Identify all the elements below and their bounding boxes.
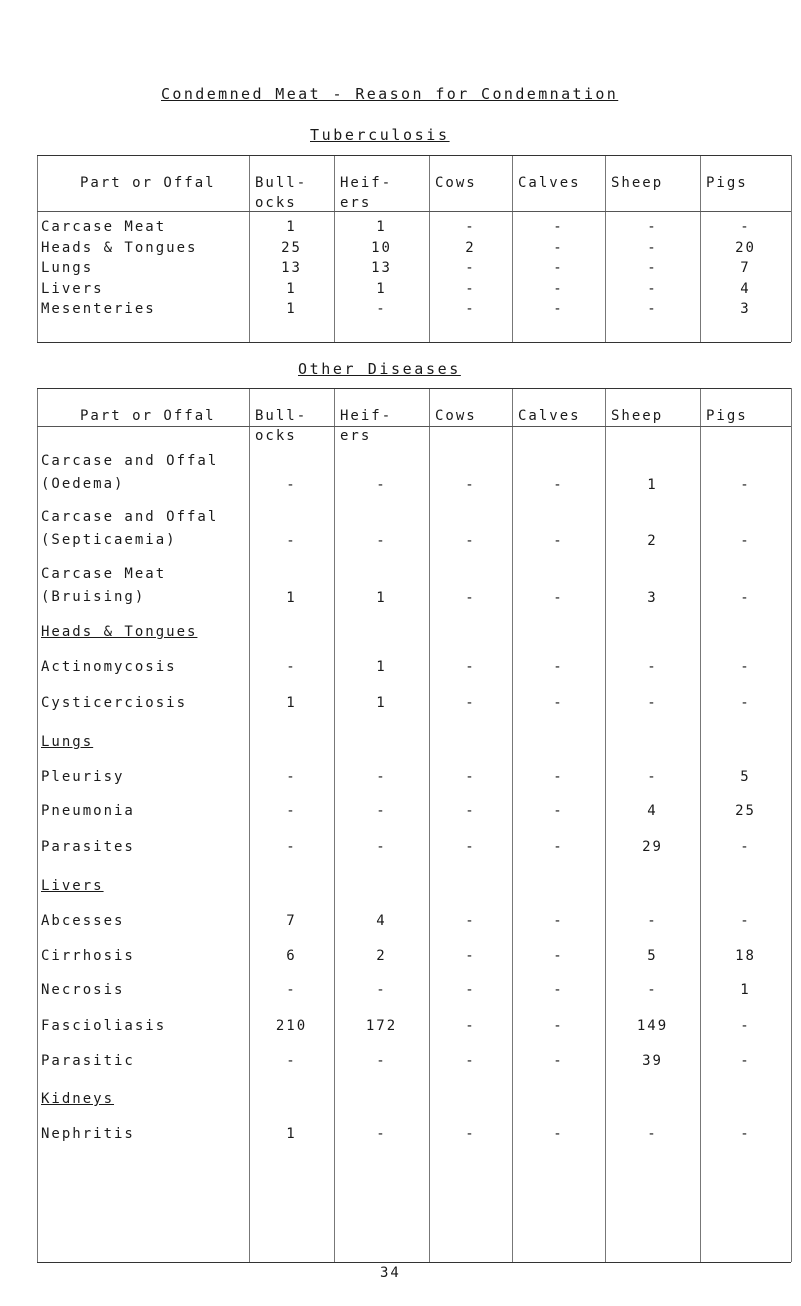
cell-calves: - [553,695,564,711]
cell-pigs: 7 [740,260,751,276]
tuberculosis-table [37,155,791,342]
cell-bullocks: 13 [281,260,302,276]
cell-calves: - [553,240,564,256]
cell-sheep: 3 [647,590,658,606]
cell-bullocks: - [286,477,297,493]
cell-bullocks: - [286,839,297,855]
cell-calves: - [553,301,564,317]
cell-cows: - [465,948,476,964]
cell-pigs: - [740,533,751,549]
table-top-rule [37,388,791,389]
cell-bullocks: 210 [275,1018,308,1034]
cell-heifers: 10 [371,240,392,256]
row-label: Livers [41,281,104,297]
table-bottom-rule [37,342,791,343]
column-divider [605,155,606,342]
cell-cows: - [465,533,476,549]
column-divider [700,388,701,1262]
cell-calves: - [553,839,564,855]
cell-heifers: 13 [371,260,392,276]
cell-calves: - [553,533,564,549]
cell-sheep: 1 [647,477,658,493]
cell-sheep: 5 [647,948,658,964]
cell-bullocks: 1 [286,695,297,711]
header-bottom-rule [37,426,791,427]
cell-sheep: 4 [647,803,658,819]
cell-heifers: 1 [376,695,387,711]
group-heading: Livers [41,878,104,894]
header-sheep: Sheep [611,175,664,191]
cell-sheep: - [647,260,658,276]
cell-calves: - [553,1053,564,1069]
cell-bullocks: 1 [286,1126,297,1142]
cell-calves: - [553,260,564,276]
cell-pigs: - [740,1053,751,1069]
cell-bullocks: 25 [281,240,302,256]
cell-cows: - [465,839,476,855]
cell-pigs: - [740,659,751,675]
cell-cows: - [465,659,476,675]
header-pigs: Pigs [706,175,748,191]
cell-pigs: 4 [740,281,751,297]
cell-sheep: - [647,695,658,711]
row-label: Parasites [41,839,135,855]
cell-bullocks: 1 [286,219,297,235]
cell-heifers: 1 [376,281,387,297]
cell-heifers: - [376,839,387,855]
column-divider [37,388,38,1262]
column-divider [791,155,792,342]
column-divider [700,155,701,342]
header-calves: Calves [518,408,581,424]
cell-cows: - [465,1126,476,1142]
cell-cows: - [465,219,476,235]
cell-pigs: 25 [735,803,756,819]
header-pigs: Pigs [706,408,748,424]
cell-pigs: - [740,1126,751,1142]
row-label: Carcase and Offal [41,509,219,525]
cell-sheep: - [647,1126,658,1142]
cell-heifers: 1 [376,590,387,606]
page-title: Condemned Meat - Reason for Condemnation [161,85,619,103]
cell-heifers: - [376,301,387,317]
row-label: Abcesses [41,913,125,929]
cell-heifers: - [376,1053,387,1069]
row-label-sub: (Septicaemia) [41,532,177,548]
cell-bullocks: - [286,533,297,549]
cell-sheep: 2 [647,533,658,549]
cell-sheep: - [647,240,658,256]
cell-bullocks: 1 [286,281,297,297]
cell-pigs: - [740,913,751,929]
cell-pigs: - [740,477,751,493]
cell-bullocks: - [286,769,297,785]
cell-calves: - [553,982,564,998]
header-part-or-offal: Part or Offal [80,175,216,191]
cell-calves: - [553,913,564,929]
column-divider [37,155,38,342]
column-divider [334,388,335,1262]
cell-cows: - [465,803,476,819]
cell-sheep: 149 [636,1018,669,1034]
cell-heifers: - [376,769,387,785]
cell-cows: - [465,913,476,929]
cell-heifers: - [376,803,387,819]
cell-calves: - [553,769,564,785]
cell-sheep: - [647,659,658,675]
column-divider [605,388,606,1262]
table-bottom-rule [37,1262,791,1263]
row-label: Actinomycosis [41,659,177,675]
cell-calves: - [553,1126,564,1142]
cell-cows: - [465,1053,476,1069]
column-divider [512,388,513,1262]
other-diseases-title: Other Diseases [298,360,461,378]
cell-calves: - [553,803,564,819]
header-calves: Calves [518,175,581,191]
row-label: Pneumonia [41,803,135,819]
cell-pigs: 1 [740,982,751,998]
cell-sheep: - [647,982,658,998]
row-label: Carcase Meat [41,219,167,235]
column-divider [791,388,792,1262]
cell-sheep: 39 [642,1053,663,1069]
cell-pigs: - [740,219,751,235]
cell-pigs: - [740,839,751,855]
row-label: Mesenteries [41,301,156,317]
cell-sheep: 29 [642,839,663,855]
row-label: Carcase Meat [41,566,167,582]
cell-calves: - [553,219,564,235]
cell-calves: - [553,1018,564,1034]
cell-pigs: 18 [735,948,756,964]
column-divider [429,388,430,1262]
group-heading: Lungs [41,734,94,750]
row-label: Parasitic [41,1053,135,1069]
cell-bullocks: - [286,1053,297,1069]
cell-pigs: 20 [735,240,756,256]
row-label: Nephritis [41,1126,135,1142]
cell-bullocks: 1 [286,590,297,606]
cell-cows: - [465,477,476,493]
cell-cows: - [465,769,476,785]
other-diseases-table [37,388,791,1268]
cell-heifers: - [376,533,387,549]
cell-calves: - [553,659,564,675]
row-label: Lungs [41,260,94,276]
header-bullocks: Bull- ocks [255,175,308,211]
cell-heifers: 172 [365,1018,398,1034]
cell-pigs: 5 [740,769,751,785]
row-label: Heads & Tongues [41,240,198,256]
cell-cows: - [465,260,476,276]
cell-pigs: 3 [740,301,751,317]
cell-calves: - [553,281,564,297]
cell-bullocks: - [286,659,297,675]
column-divider [512,155,513,342]
cell-pigs: - [740,695,751,711]
column-divider [429,155,430,342]
cell-heifers: 1 [376,219,387,235]
cell-sheep: - [647,913,658,929]
cell-cows: - [465,301,476,317]
group-heading: Heads & Tongues [41,624,198,640]
cell-heifers: - [376,477,387,493]
cell-heifers: - [376,982,387,998]
table-top-rule [37,155,791,156]
cell-calves: - [553,590,564,606]
cell-sheep: - [647,219,658,235]
column-divider [249,388,250,1262]
cell-cows: - [465,590,476,606]
cell-bullocks: - [286,803,297,819]
header-bullocks: Bull- ocks [255,408,308,444]
row-label: Cysticerciosis [41,695,188,711]
cell-heifers: 2 [376,948,387,964]
row-label: Pleurisy [41,769,125,785]
column-divider [249,155,250,342]
group-heading: Kidneys [41,1091,115,1107]
cell-cows: - [465,281,476,297]
header-cows: Cows [435,175,477,191]
header-cows: Cows [435,408,477,424]
cell-bullocks: 7 [286,913,297,929]
header-sheep: Sheep [611,408,664,424]
cell-sheep: - [647,281,658,297]
header-part-or-offal: Part or Offal [80,408,216,424]
row-label-sub: (Oedema) [41,476,125,492]
cell-bullocks: - [286,982,297,998]
row-label-sub: (Bruising) [41,589,146,605]
cell-bullocks: 1 [286,301,297,317]
header-heifers: Heif- ers [340,175,393,211]
cell-cows: - [465,982,476,998]
cell-sheep: - [647,769,658,785]
cell-pigs: - [740,590,751,606]
column-divider [334,155,335,342]
cell-heifers: - [376,1126,387,1142]
cell-bullocks: 6 [286,948,297,964]
header-heifers: Heif- ers [340,408,393,444]
cell-heifers: 1 [376,659,387,675]
cell-calves: - [553,948,564,964]
tuberculosis-title: Tuberculosis [310,126,450,144]
page-number: 34 [380,1265,401,1281]
cell-pigs: - [740,1018,751,1034]
row-label: Necrosis [41,982,125,998]
cell-cows: - [465,1018,476,1034]
row-label: Carcase and Offal [41,453,219,469]
cell-cows: 2 [465,240,476,256]
row-label: Cirrhosis [41,948,135,964]
cell-sheep: - [647,301,658,317]
header-bottom-rule [37,211,791,212]
cell-calves: - [553,477,564,493]
row-label: Fascioliasis [41,1018,167,1034]
cell-cows: - [465,695,476,711]
cell-heifers: 4 [376,913,387,929]
